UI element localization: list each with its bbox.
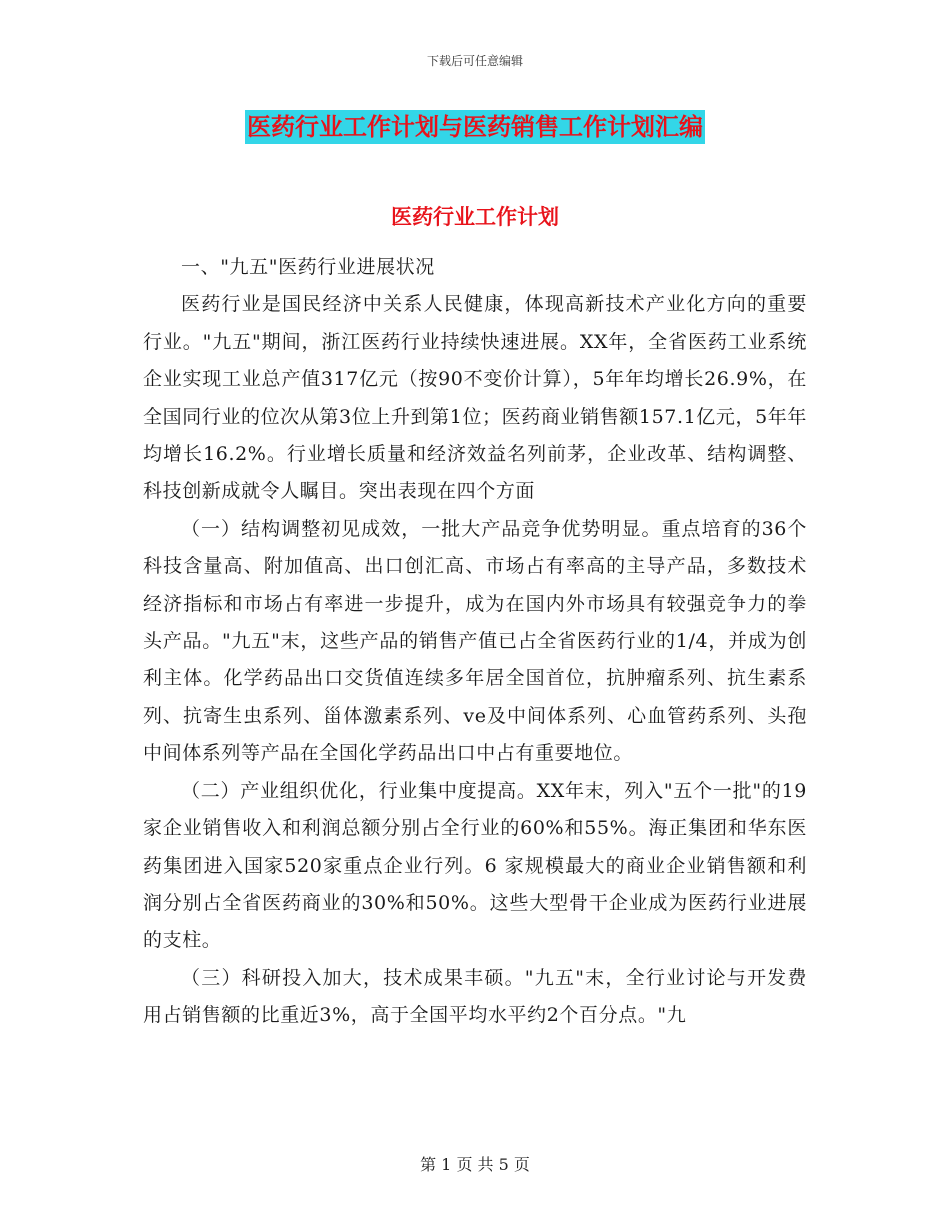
paragraph-point-1: （一）结构调整初见成效，一批大产品竞争优势明显。重点培育的36个科技含量高、附加值高、出口创汇高、市场占有率高的主导产品，多数技术经济指标和市场占有率进一步提升，成为在国内外市场具有较强竞争力的拳头产品。"九五"末，这些产品的销售产值已占全省医药行业的1/4，并成为创利主体。化学药品出口交货值连续多年居全国首位，抗肿瘤系列、抗生素系列、抗寄生虫系列、甾体激素系列、ve及中间体系列、心血管药系列、头孢中间体系列等产品在全国化学药品出口中占有重要地位。 bbox=[143, 517, 807, 765]
section-title: 医药行业工作计划 bbox=[391, 205, 559, 229]
paragraph-intro: 医药行业是国民经济中关系人民健康，体现高新技术产业化方向的重要行业。"九五"期间，浙江医药行业持续快速进展。XX年，全省医药工业系统企业实现工业总产值317亿元（按90不变价计算），5年年均增长26.9%，在全国同行业的位次从第3位上升到第1位；医药商业销售额157.1亿元，5年年均增长16.2%。行业增长质量和经济效益名列前茅，企业改革、结构调整、科技创新成就令人瞩目。突出表现在四个方面 bbox=[143, 293, 807, 503]
paragraph-point-2: （二）产业组织优化，行业集中度提高。XX年末，列入"五个一批"的19家企业销售收入和利润总额分别占全行业的60%和55%。海正集团和华东医药集团进入国家520家重点企业行列。6 家规模最大的商业企业销售额和利润分别占全省医药商业的30%和50%。这些大型骨干企业成为医药行业进展的支柱。 bbox=[143, 779, 807, 952]
document-title: 医药行业工作计划与医药销售工作计划汇编 bbox=[245, 110, 705, 144]
page-header-note: 下载后可任意编辑 bbox=[426, 54, 523, 68]
section-heading: 一、"九五"医药行业进展状况 bbox=[181, 256, 435, 278]
document-body bbox=[143, 249, 807, 1035]
paragraph-point-3: （三）科研投入加大，技术成果丰硕。"九五"末，全行业讨论与开发费用占销售额的比重近3%，高于全国平均水平约2个百分点。"九 bbox=[143, 966, 807, 1027]
document-title-wrap bbox=[0, 110, 950, 144]
page-number: 第 1 页 共 5 页 bbox=[420, 1155, 530, 1174]
